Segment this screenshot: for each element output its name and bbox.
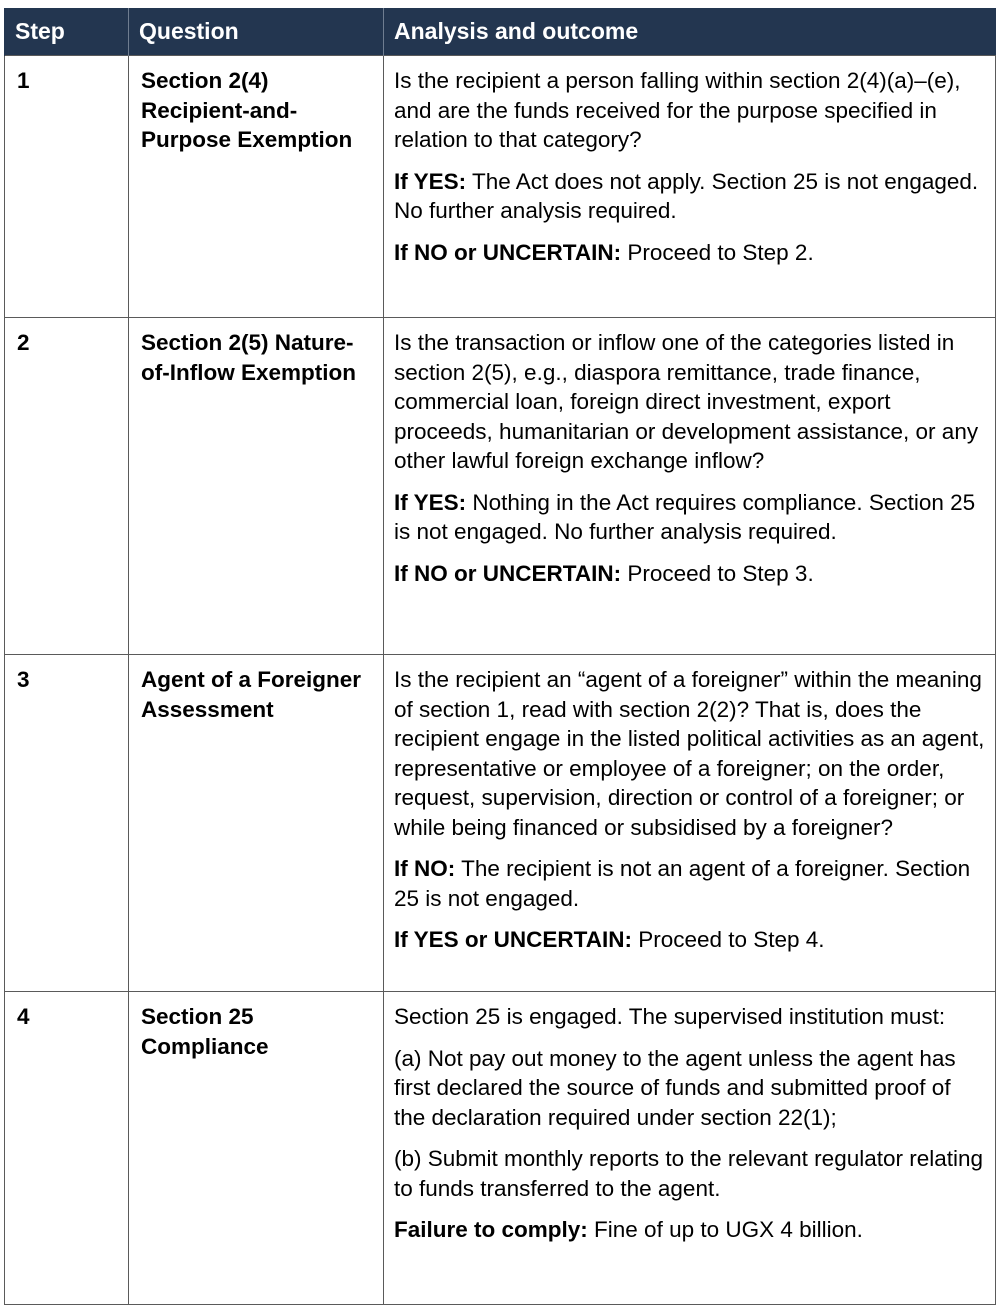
analysis-cell	[384, 318, 996, 655]
header-analysis: Analysis and outcome	[384, 8, 996, 56]
analysis-paragraph	[394, 559, 985, 589]
question-title: Section 2(5) Nature-of-Inflow Exemption	[129, 318, 384, 655]
analysis-cell	[384, 992, 996, 1305]
analysis-paragraph	[394, 488, 985, 547]
paragraph-lead: If NO:	[394, 856, 456, 881]
paragraph-text: Is the transaction or inflow one of the categories listed in section 2(5), e.g., diaspora remittance, trade finance, commercial loan, foreign direct investment, export proceeds, humanitarian or development assistance, or any other lawful foreign exchange inflow?	[394, 330, 979, 473]
step-number: 4	[5, 992, 129, 1305]
paragraph-text: Nothing in the Act requires compliance. Section 25 is not engaged. No further analysis required.	[394, 489, 976, 544]
header-step: Step	[5, 8, 129, 56]
analysis-paragraph	[394, 66, 985, 155]
question-title: Section 25 Compliance	[129, 992, 384, 1305]
step-number: 3	[5, 655, 129, 992]
table-row	[5, 56, 996, 318]
paragraph-text: Proceed to Step 4.	[631, 927, 825, 952]
analysis-paragraph	[394, 1044, 985, 1133]
analysis-paragraph	[394, 328, 985, 476]
analysis-paragraph	[394, 167, 985, 226]
analysis-paragraph	[394, 925, 985, 955]
step-number: 2	[5, 318, 129, 655]
paragraph-text: Fine of up to UGX 4 billion.	[587, 1217, 863, 1242]
analysis-paragraph	[394, 665, 985, 842]
analysis-paragraph	[394, 1002, 985, 1032]
paragraph-text: Proceed to Step 2.	[621, 239, 814, 265]
paragraph-text: The recipient is not an agent of a foreigner. Section 25 is not engaged.	[394, 856, 971, 911]
table-header	[5, 8, 996, 56]
analysis-paragraph	[394, 854, 985, 913]
paragraph-lead: If NO or UNCERTAIN:	[394, 239, 622, 265]
table-body	[5, 56, 996, 1305]
table-row	[5, 318, 996, 655]
header-question: Question	[129, 8, 384, 56]
question-title: Section 2(4) Recipient-and-Purpose Exemption	[129, 56, 384, 318]
paragraph-lead: If YES or UNCERTAIN:	[394, 927, 632, 952]
step-number: 1	[5, 56, 129, 318]
paragraph-lead: If YES:	[394, 489, 467, 515]
paragraph-text: Proceed to Step 3.	[621, 560, 814, 586]
paragraph-lead: If NO or UNCERTAIN:	[394, 560, 622, 586]
paragraph-text: The Act does not apply. Section 25 is not engaged. No further analysis required.	[394, 168, 979, 223]
analysis-paragraph	[394, 1215, 985, 1245]
paragraph-text: Is the recipient an “agent of a foreigner” within the meaning of section 1, read with section 2(2)? That is, does the recipient engage in the listed political activities as an agent, representative or employee of a foreigner; on the order, request, supervision, direction or control of a foreigner; or while being financed or subsidised by a foreigner?	[394, 667, 985, 840]
analysis-cell	[384, 655, 996, 992]
paragraph-text: Is the recipient a person falling within section 2(4)(a)–(e), and are the funds received for the purpose specified in relation to that category?	[394, 68, 961, 152]
paragraph-lead: If YES:	[394, 168, 467, 194]
question-title: Agent of a Foreigner Assessment	[129, 655, 384, 992]
analysis-paragraph	[394, 238, 985, 268]
paragraph-text: (a) Not pay out money to the agent unless the agent has first declared the source of funds and submitted proof of the declaration required under section 22(1);	[394, 1045, 956, 1130]
paragraph-lead: Failure to comply:	[394, 1217, 588, 1242]
header-row	[5, 8, 996, 56]
analysis-cell	[384, 56, 996, 318]
paragraph-text: (b) Submit monthly reports to the relevant regulator relating to funds transferred to the agent.	[394, 1146, 984, 1201]
paragraph-text: Section 25 is engaged. The supervised institution must:	[394, 1004, 946, 1029]
decision-steps-table	[4, 8, 996, 1305]
table-row	[5, 655, 996, 992]
analysis-paragraph	[394, 1144, 985, 1203]
table-row	[5, 992, 996, 1305]
